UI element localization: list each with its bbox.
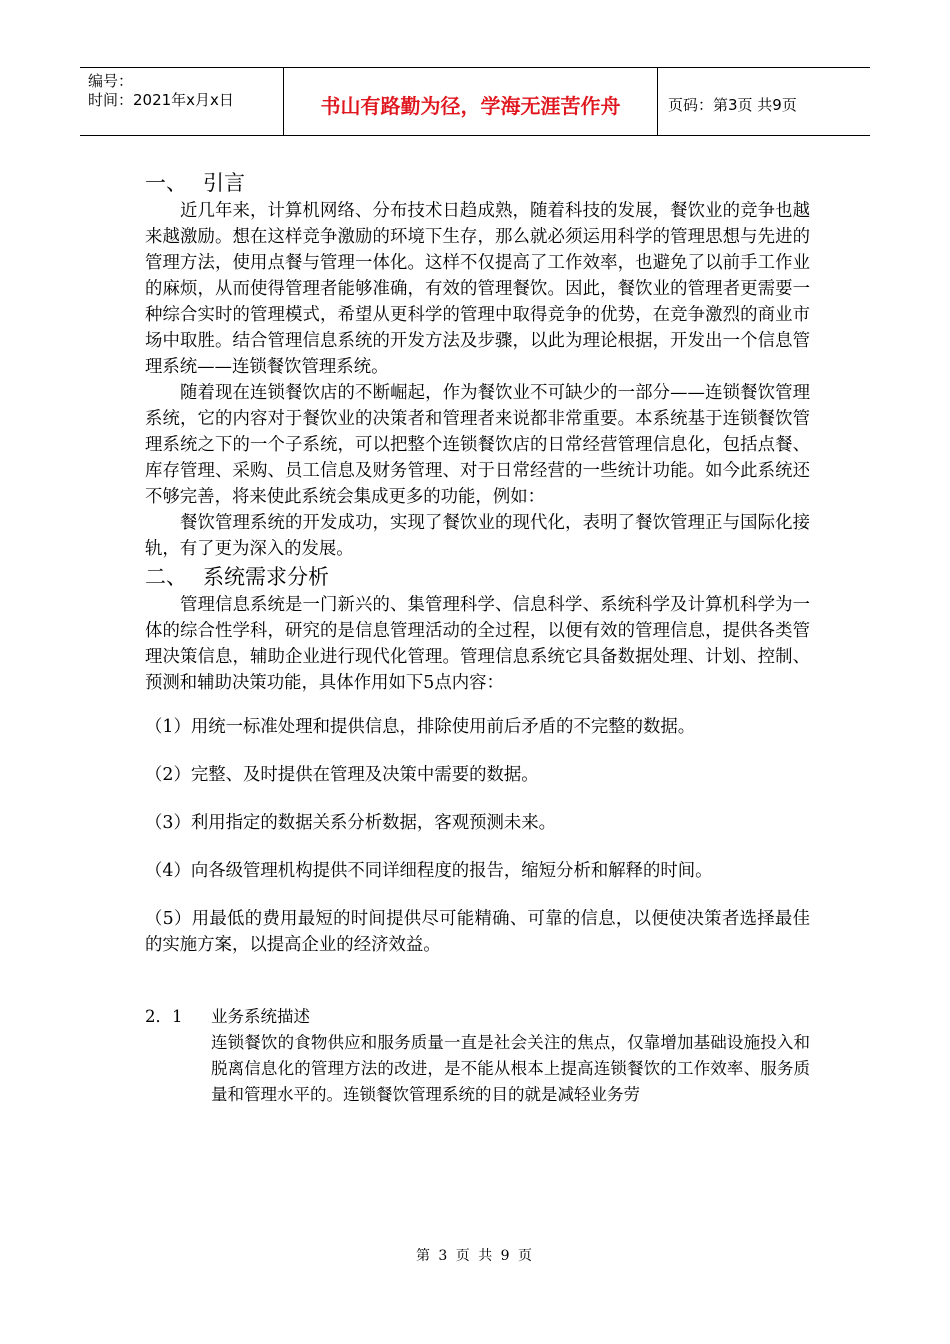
paragraph: 连锁餐饮的食物供应和服务质量一直是社会关注的焦点，仅靠增加基础设施投入和脱离信息化的管理方法的改进，是不能从根本上提高连锁餐饮的工作效率、服务质量和管理水平的。连锁餐饮管理系统的目的就是减轻业务劳 — [211, 1033, 810, 1104]
paragraph: 餐饮管理系统的开发成功，实现了餐饮业的现代化，表明了餐饮管理正与国际化接轨，有了更为深入的发展。 — [145, 513, 810, 559]
paragraph: 管理信息系统是一门新兴的、集管理科学、信息科学、系统科学及计算机科学为一体的综合性学科，研究的是信息管理活动的全过程，以便有效的管理信息，提供各类管理决策信息，辅助企业进行现代化管理。管理信息系统它具备数据处理、计划、控制、预测和辅助决策功能，具体作用如下5点内容： — [145, 595, 810, 693]
list-item: （1）用统一标准处理和提供信息，排除使用前后矛盾的不完整的数据。 — [145, 717, 696, 737]
subsection-business — [145, 1004, 810, 1108]
section-title: 引言 — [203, 171, 245, 195]
subsection-heading — [145, 1004, 810, 1030]
list-item: （3）利用指定的数据关系分析数据，客观预测未来。 — [145, 813, 557, 833]
subsection-title: 业务系统描述 — [211, 1007, 310, 1026]
section-number: 二、 — [145, 565, 187, 589]
header-motto: 书山有路勤为径，学海无涯苦作舟 — [284, 68, 658, 135]
list-item: （4）向各级管理机构提供不同详细程度的报告，缩短分析和解释的时间。 — [145, 861, 713, 881]
paragraph: 随着现在连锁餐饮店的不断崛起，作为餐饮业不可缺少的一部分——连锁餐饮管理系统，它的内容对于餐饮业的决策者和管理者来说都非常重要。本系统基于连锁餐饮管理系统之下的一个子系统，可以把整个连锁餐饮店的日常经营管理信息化，包括点餐、库存管理、采购、员工信息及财务管理、对于日常经营的一些统计功能。如今此系统还不够完善，将来使此系统会集成更多的功能，例如： — [145, 383, 810, 507]
function-list — [145, 714, 810, 958]
section-heading-intro — [145, 168, 810, 198]
paragraph: 近几年来，计算机网络、分布技术日趋成熟，随着科技的发展，餐饮业的竞争也越来越激励。想在这样竞争激励的环境下生存，那么就必须运用科学的管理思想与先进的管理方法，使用点餐与管理一体化。这样不仅提高了工作效率，也避免了以前手工作业的麻烦，从而使得管理者能够准确，有效的管理餐饮。因此，餐饮业的管理者更需要一种综合实时的管理模式，希望从更科学的管理中取得竞争的优势，在竞争激烈的商业市场中取胜。结合管理信息系统的开发方法及步骤，以此为理论根据，开发出一个信息管理系统——连锁餐饮管理系统。 — [145, 201, 810, 377]
time-label: 时间：2021年x月x日 — [88, 91, 234, 109]
document-body — [145, 168, 810, 1108]
number-label: 编号： — [88, 72, 134, 90]
page-footer: 第 3 页 共 9 页 — [415, 1248, 535, 1264]
header-page-info: 页码：第3页 共9页 — [668, 96, 797, 114]
section-title: 系统需求分析 — [203, 565, 329, 589]
section-heading-requirements — [145, 562, 810, 592]
section-number: 一、 — [145, 171, 187, 195]
list-item: （2）完整、及时提供在管理及决策中需要的数据。 — [145, 765, 539, 785]
subsection-number: 2．1 — [145, 1007, 183, 1026]
header-meta — [80, 68, 284, 135]
document-header — [80, 67, 870, 136]
list-item: （5）用最低的费用最短的时间提供尽可能精确、可靠的信息，以便使决策者选择最佳的实施方案，以提高企业的经济效益。 — [145, 909, 810, 955]
